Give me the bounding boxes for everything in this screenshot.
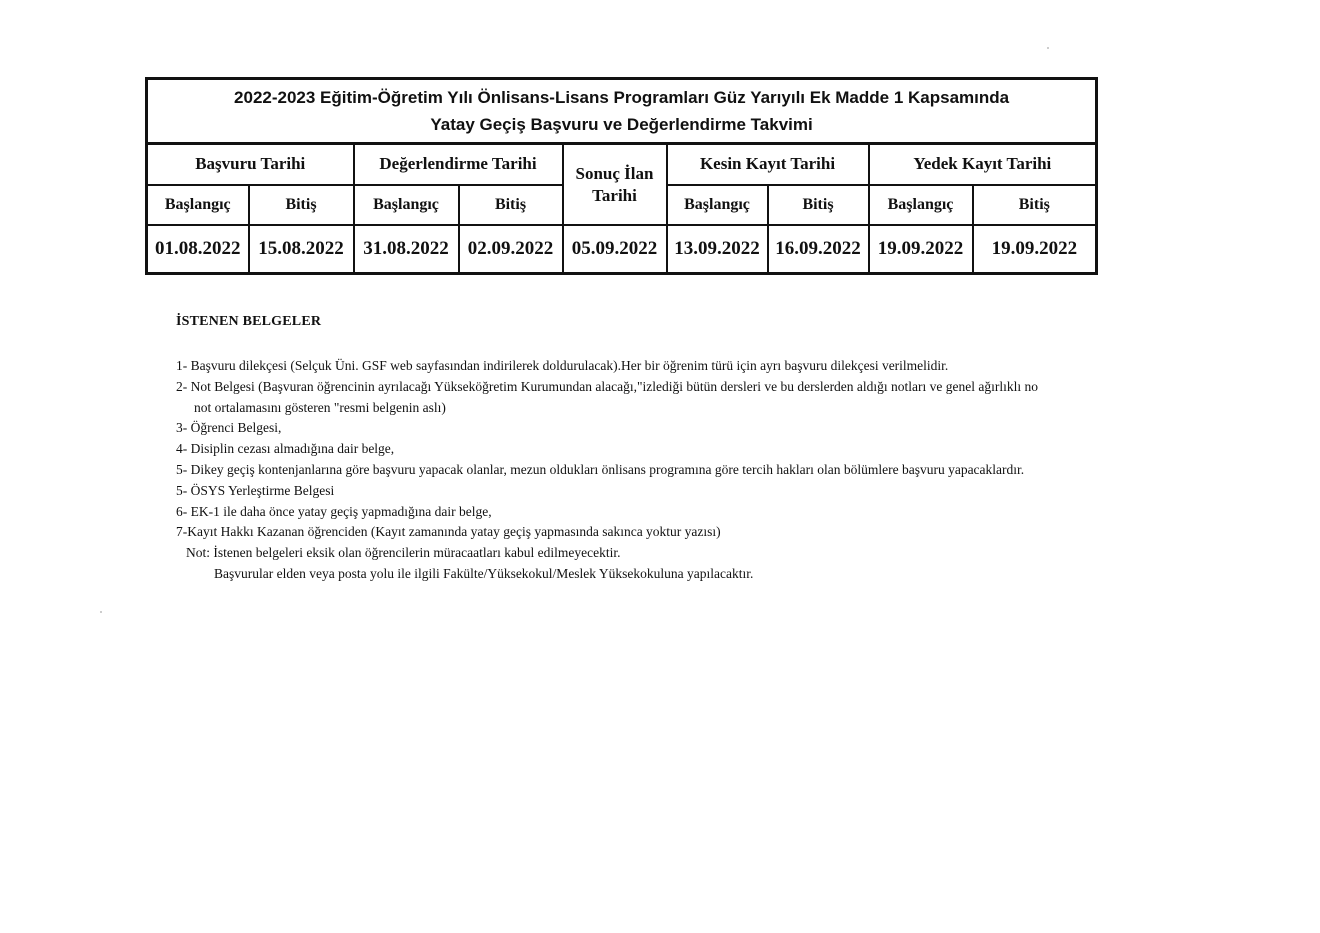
subheader-degerlendirme-end: Bitiş bbox=[459, 185, 563, 225]
list-item: 4- Disiplin cezası almadığına dair belge, bbox=[176, 441, 395, 457]
required-documents-list bbox=[176, 356, 1094, 585]
list-item: 7-Kayıt Hakkı Kazanan öğrenciden (Kayıt zamanında yatay geçiş yapmasında sakınca yoktur yazısı) bbox=[176, 524, 721, 540]
header-sonuc-ilan-tarihi bbox=[563, 144, 667, 225]
list-item: 6- EK-1 ile daha önce yatay geçiş yapmadığına dair belge, bbox=[176, 503, 492, 519]
table-group-header-row bbox=[147, 144, 1097, 185]
date-degerlendirme-end: 02.09.2022 bbox=[459, 225, 563, 274]
date-sonuc-ilan: 05.09.2022 bbox=[563, 225, 667, 274]
subheader-basvuru-end: Bitiş bbox=[249, 185, 354, 225]
list-item: 5- ÖSYS Yerleştirme Belgesi bbox=[176, 482, 335, 498]
list-item-continuation: not ortalamasını gösteren "resmi belgenin aslı) bbox=[194, 399, 446, 415]
list-item: 3- Öğrenci Belgesi, bbox=[176, 420, 282, 436]
header-sonuc-line-2: Tarihi bbox=[592, 185, 637, 205]
table-date-row bbox=[147, 225, 1097, 274]
date-kesin-start: 13.09.2022 bbox=[667, 225, 768, 274]
required-documents-heading: İSTENEN BELGELER bbox=[176, 314, 322, 329]
header-degerlendirme-tarihi: Değerlendirme Tarihi bbox=[354, 144, 563, 185]
date-degerlendirme-start: 31.08.2022 bbox=[354, 225, 459, 274]
date-basvuru-end: 15.08.2022 bbox=[249, 225, 354, 274]
header-yedek-kayit-tarihi: Yedek Kayıt Tarihi bbox=[869, 144, 1097, 185]
date-yedek-end: 19.09.2022 bbox=[973, 225, 1097, 274]
subheader-yedek-end: Bitiş bbox=[973, 185, 1097, 225]
list-item bbox=[176, 377, 1094, 419]
table-title bbox=[147, 79, 1097, 144]
header-basvuru-tarihi: Başvuru Tarihi bbox=[147, 144, 354, 185]
date-yedek-start: 19.09.2022 bbox=[869, 225, 973, 274]
header-sonuc-line-1: Sonuç İlan bbox=[575, 163, 654, 183]
note-incomplete-documents: Not: İstenen belgeleri eksik olan öğrencilerin müracaatları kabul edilmeyecektir. bbox=[186, 545, 621, 561]
header-kesin-kayit-tarihi: Kesin Kayıt Tarihi bbox=[667, 144, 869, 185]
list-item: 1- Başvuru dilekçesi (Selçuk Üni. GSF web sayfasından indirilerek doldurulacak).Her bir öğrenim türü için ayrı başvuru dilekçesi verilmelidir. bbox=[176, 358, 949, 373]
date-basvuru-start: 01.08.2022 bbox=[147, 225, 249, 274]
schedule-table bbox=[145, 77, 1098, 275]
subheader-kesin-end: Bitiş bbox=[768, 185, 869, 225]
list-item: 5- Dikey geçiş kontenjanlarına göre başvuru yapacak olanlar, mezun oldukları önlisans programına göre tercih hakları olan bölümlere başvuru yapacaklardır. bbox=[176, 461, 1025, 477]
subheader-basvuru-start: Başlangıç bbox=[147, 185, 249, 225]
subheader-yedek-start: Başlangıç bbox=[869, 185, 973, 225]
scan-speck bbox=[100, 611, 102, 613]
table-title-line-2: Yatay Geçiş Başvuru ve Değerlendirme Takvimi bbox=[430, 115, 813, 135]
scan-speck bbox=[1047, 47, 1049, 49]
list-item-line: 2- Not Belgesi (Başvuran öğrencinin ayrılacağı Yükseköğretim Kurumundan alacağı,"izlediği bütün dersleri ve bu derslerden aldığı notları ve genel ağırlıklı no bbox=[176, 378, 1039, 394]
date-kesin-end: 16.09.2022 bbox=[768, 225, 869, 274]
table-title-row bbox=[147, 79, 1097, 144]
subheader-kesin-start: Başlangıç bbox=[667, 185, 768, 225]
subheader-degerlendirme-start: Başlangıç bbox=[354, 185, 459, 225]
note-application-method: Başvurular elden veya posta yolu ile ilgili Fakülte/Yüksekokul/Meslek Yüksekokuluna yapılacaktır. bbox=[214, 565, 754, 581]
table-title-line-1: 2022-2023 Eğitim-Öğretim Yılı Önlisans-Lisans Programları Güz Yarıyılı Ek Madde 1 Kapsamında bbox=[234, 88, 1010, 108]
